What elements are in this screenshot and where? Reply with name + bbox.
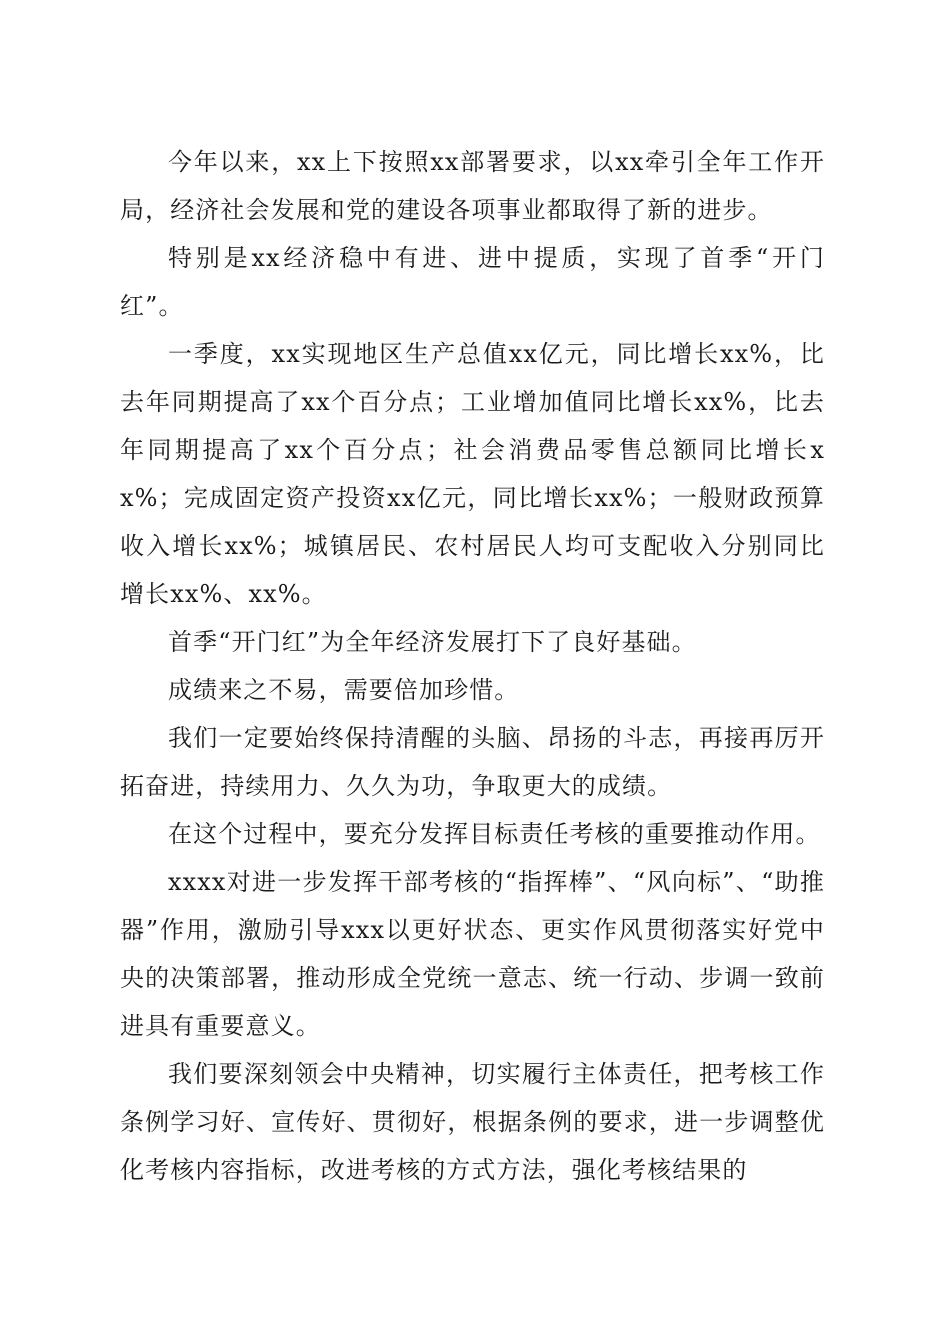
paragraph-4: 首季“开门红”为全年经济发展打下了良好基础。 [168,628,697,656]
paragraph-8: xxxx对进一步发挥干部考核的“指挥棒”、“风向标”、“助推器”作用，激励引导xxx以更好状态、更实作风贯彻落实好党中央的决策部署，推动形成全党统一意志、统一行动、步调一致前进具有重要意义。 [120,868,825,1040]
paragraph-9: 我们要深刻领会中央精神，切实履行主体责任，把考核工作条例学习好、宣传好、贯彻好，根据条例的要求，进一步调整优化考核内容指标，改进考核的方式方法，强化考核结果的 [120,1060,825,1184]
paragraph-3: 一季度，xx实现地区生产总值xx亿元，同比增长xx%，比去年同期提高了xx个百分点；工业增加值同比增长xx%，比去年同期提高了xx个百分点；社会消费品零售总额同比增长xx%；完成固定资产投资xx亿元，同比增长xx%；一般财政预算收入增长xx%；城镇居民、农村居民人均可支配收入分别同比增长xx%、xx%。 [120,340,825,608]
paragraph-1: 今年以来，xx上下按照xx部署要求，以xx牵引全年工作开局，经济社会发展和党的建设各项事业都取得了新的进步。 [120,148,825,224]
paragraph-2: 特别是xx经济稳中有进、进中提质，实现了首季“开门红”。 [120,244,825,320]
paragraph-6: 我们一定要始终保持清醒的头脑、昂扬的斗志，再接再厉开拓奋进，持续用力、久久为功，争取更大的成绩。 [120,724,825,800]
paragraph-5: 成绩来之不易，需要倍加珍惜。 [168,676,520,704]
paragraph-7: 在这个过程中，要充分发挥目标责任考核的重要推动作用。 [168,820,821,848]
document-body [120,138,825,1194]
